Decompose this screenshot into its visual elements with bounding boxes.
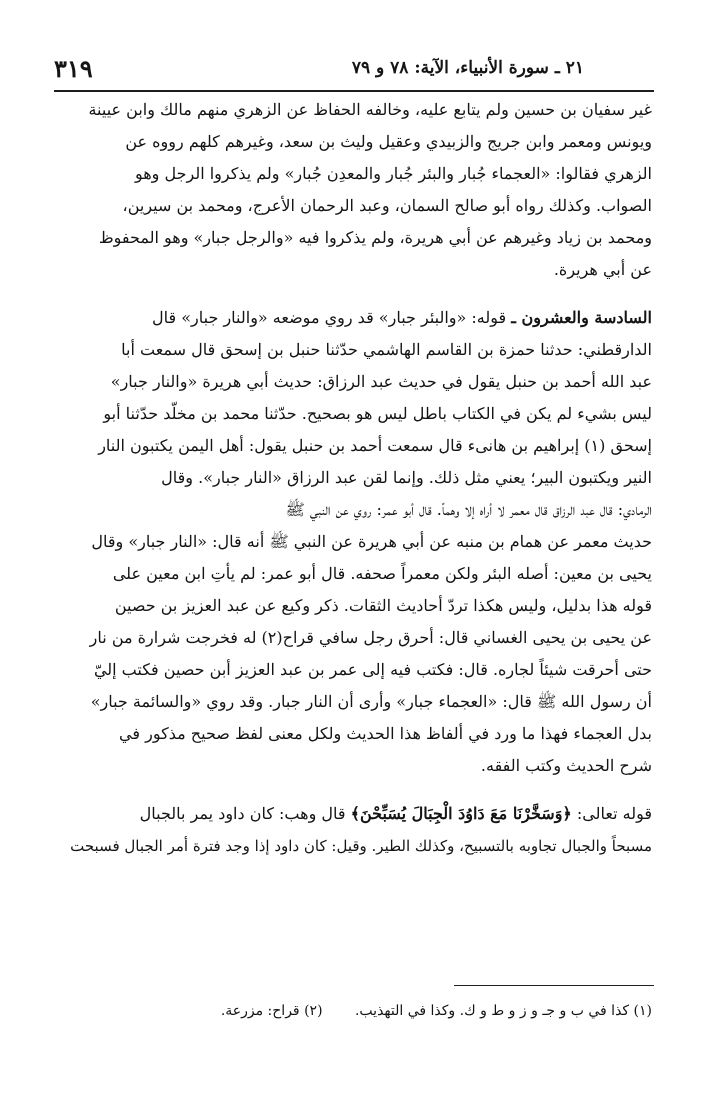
text-line: الدارقطني: حدثنا حمزة بن القاسم الهاشمي حدّثنا حنبل بن إسحق قال سمعت أبا	[121, 340, 652, 359]
footnote-1: (١) كذا في ب و جـ و ز و ط و ك. وكذا في التهذيب.	[354, 1003, 652, 1019]
text-line: بدل العجماء فهذا ما ورد في ألفاظ هذا الحديث ولكل معنى لفظ صحيح مذكور في	[119, 724, 652, 743]
text-line: مسبحاً والجبال تجاوبه بالتسبيح، وكذلك الطير. وقيل: كان داود إذا وجد فترة أمر الجبال فسبحت	[70, 837, 652, 855]
text-line	[56, 798, 652, 830]
paragraph-3	[56, 798, 652, 862]
text-line: حديث معمر عن همام بن منبه عن أبي هريرة عن النبي ﷺ أنه قال: «النار جبار» وقال	[91, 532, 652, 551]
header-divider	[54, 90, 654, 92]
page-header	[54, 52, 654, 86]
text-line: إسحق (١) إبراهيم بن هانىء قال سمعت أحمد بن حنبل يقول: أهل اليمن يكتبون النار	[98, 436, 652, 455]
paragraph-2	[56, 302, 652, 782]
text-line: ومحمد بن زياد وغيرهم عن أبي هريرة، ولم يذكروا فيه «والرجل جبار» وهو المحفوظ	[98, 228, 652, 247]
footnotes	[60, 998, 652, 1024]
page-number: ٣١٩	[54, 54, 93, 83]
text-line: عبد الله أحمد بن حنبل يقول في حديث عبد الرزاق: حديث أبي هريرة «والنار جبار»	[110, 372, 652, 391]
text-fragment: قوله: «والبئر جبار» قد روي موضعه «والنار جبار» قال	[152, 308, 512, 327]
footnote-divider	[454, 985, 654, 986]
text-line: عن يحيى بن يحيى الغساني قال: أحرق رجل سافي قراح(٢) له فخرجت شرارة من نار	[89, 628, 652, 647]
text-line: النير ويكتبون البير؛ يعني مثل ذلك. وإنما لقن عبد الرزاق «النار جبار». وقال	[161, 468, 652, 487]
section-heading: السادسة والعشرون ـ	[511, 308, 652, 327]
text-line	[56, 302, 652, 334]
text-line: الزهري فقالوا: «العجماء جُبار والبئر جُبار والمعدِن جُبار» ولم يذكروا الرجل وهو	[134, 164, 652, 183]
running-title: ٢١ ـ سورة الأنبياء، الآية: ٧٨ و ٧٩	[351, 58, 584, 78]
footnote-2: (٢) قراح: مزرعة.	[220, 1003, 323, 1019]
text-line: أن رسول الله ﷺ قال: «العجماء جبار» وأرى أن النار جبار. وقد روي «والسائمة جبار»	[90, 692, 652, 711]
text-line: عن أبي هريرة.	[553, 260, 652, 279]
paragraph-1	[56, 94, 652, 286]
quran-verse: ﴿وَسَخَّرْنَا مَعَ دَاوُدَ الْجِبَالَ يُسَبِّحْنَ﴾	[350, 804, 572, 823]
text-fragment: قوله تعالى:	[571, 804, 652, 823]
text-line: قوله هذا بدليل، وليس هكذا تردّ أحاديث الثقات. ذكر وكيع عن عبد العزيز بن حصين	[114, 596, 652, 615]
text-line: غير سفيان بن حسين ولم يتابع عليه، وخالفه الحفاظ عن الزهري منهم مالك وابن عيينة	[88, 100, 652, 119]
main-text	[56, 94, 652, 862]
text-line: الرمادي: قال عبد الرزاق قال معمر لا أراه إلا وهماً. قال أبو عمر: روي عن النبي ﷺ	[285, 500, 652, 519]
text-fragment: قال وهب: كان داود يمر بالجبال	[139, 804, 351, 823]
text-line: يحيى بن معين: أصله البئر ولكن معمراً صحفه. قال أبو عمر: لم يأتِ ابن معين على	[112, 564, 652, 583]
text-line: ويونس ومعمر وابن جريج والزبيدي وعقيل وليث بن سعد، وغيرهم كلهم رووه عن	[125, 132, 652, 151]
text-line: الصواب. وكذلك رواه أبو صالح السمان، وعبد الرحمان الأعرج، ومحمد بن سيرين،	[122, 196, 652, 215]
text-line: ليس بشيء لم يكن في الكتاب باطل ليس هو بصحيح. حدّثنا محمد بن مخلّد حدّثنا أبو	[103, 404, 652, 423]
paragraph-spacer	[56, 286, 652, 302]
text-line: شرح الحديث وكتب الفقه.	[480, 756, 652, 775]
paragraph-spacer	[56, 782, 652, 798]
text-line: حتى أحرقت شيئاً لجاره. قال: فكتب فيه إلى عمر بن عبد العزيز أبن حصين فكتب إليّ	[93, 660, 652, 679]
